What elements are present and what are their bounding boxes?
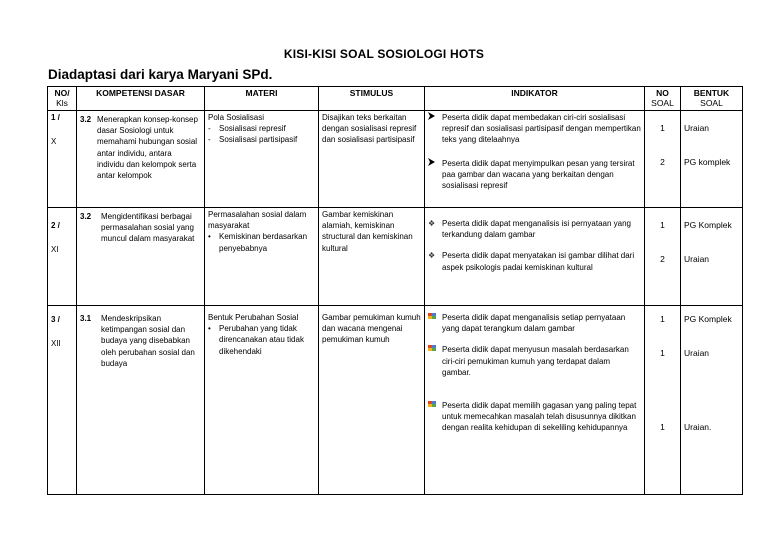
list-item xyxy=(208,231,315,253)
row-class: X xyxy=(51,137,57,146)
table-row xyxy=(48,111,743,208)
soal-number: 1 xyxy=(660,314,665,324)
diamond-icon: ❖ xyxy=(428,251,436,261)
materi-title: Permasalahan sosial dalam masyarakat xyxy=(208,210,307,231)
stimulus-text: Gambar pemukiman kumuh dan wacana mengenai pemukiman kumuh xyxy=(322,313,421,345)
materi-item: Sosialisasi represif xyxy=(219,124,286,134)
flag-icon xyxy=(428,344,442,378)
cell-bentuk-soal xyxy=(681,208,743,306)
indikator-text: Peserta didik dapat menyatakan isi gambar dilihat dari aspek psikologis padai kemiskinan kultural xyxy=(442,251,635,272)
cell-bentuk-soal xyxy=(681,306,743,495)
arrow-icon xyxy=(428,158,442,192)
header-stimulus: STIMULUS xyxy=(319,87,425,111)
indikator-text: Peserta didik dapat menyimpulkan pesan yang tersirat paa gambar dan wacana yang berkaitan dengan sosialisasi represif xyxy=(442,158,635,191)
header-no-soal-line1: NO xyxy=(656,88,669,98)
list-item xyxy=(428,400,641,434)
cell-materi xyxy=(205,208,319,306)
row-number: 3 / xyxy=(51,315,60,324)
cell-indikator xyxy=(425,306,645,495)
header-kompetensi: KOMPETENSI DASAR xyxy=(77,87,205,111)
cell-indikator xyxy=(425,111,645,208)
cell-no-soal xyxy=(645,306,681,495)
header-materi: MATERI xyxy=(205,87,319,111)
bentuk-label: PG Komplek xyxy=(684,314,732,324)
cell-indikator xyxy=(425,208,645,306)
materi-item: Sosialisasi partisipasif xyxy=(219,135,298,145)
bullet-marker: • xyxy=(208,324,211,334)
list-item xyxy=(208,134,315,145)
row-number: 1 / xyxy=(51,113,60,122)
header-no-soal xyxy=(645,87,681,111)
header-indikator: INDIKATOR xyxy=(425,87,645,111)
list-item xyxy=(428,312,641,334)
kd-text: Mendeskripsikan ketimpangan sosial dan budaya yang disebabkan oleh perubahan sosial dan budaya xyxy=(101,314,195,368)
cell-bentuk-soal xyxy=(681,111,743,208)
dash-marker: - xyxy=(208,135,211,145)
header-no-soal-line2: SOAL xyxy=(651,98,674,108)
soal-number: 1 xyxy=(660,422,665,433)
cell-stimulus: Gambar kemiskinan alamiah, kemiskinan structural dan kemiskinan kultural xyxy=(319,208,425,306)
cell-kompetensi xyxy=(77,111,205,208)
header-bentuk-soal xyxy=(681,87,743,111)
bentuk-label: PG komplek xyxy=(684,157,731,168)
kisi-kisi-table xyxy=(47,86,743,495)
materi-title: Pola Sosialisasi xyxy=(208,113,265,122)
row-class: XI xyxy=(51,245,59,254)
bentuk-label: Uraian xyxy=(684,348,710,359)
indikator-text: Peserta didik dapat membedakan ciri-ciri sosialisasi represif dan sosialisasi partisipasif dengan mempertikan teks yang ditelaahnya xyxy=(442,113,641,145)
soal-number: 1 xyxy=(660,348,665,359)
list-item xyxy=(428,158,641,192)
bentuk-label: Uraian. xyxy=(684,422,712,433)
header-no-kls xyxy=(48,87,77,111)
indikator-text: Peserta didik dapat menyusun masalah berdasarkan ciri-ciri pemukiman kumuh yang terdapat dalam gambar. xyxy=(442,345,629,377)
page-subtitle: Diadaptasi dari karya Maryani SPd. xyxy=(48,67,273,82)
flag-icon xyxy=(428,400,442,434)
table-row xyxy=(48,306,743,495)
bentuk-label: PG Komplek xyxy=(684,220,732,230)
list-item xyxy=(428,344,641,378)
list-item xyxy=(428,218,641,240)
kd-text: Menerapkan konsep-konsep dasar Sosiologi untuk memahami hubungan sosial antar individu, antara individu dan kelompok serta antar kelompok xyxy=(97,115,198,181)
header-bentuk-line2: SOAL xyxy=(700,98,723,108)
soal-number: 2 xyxy=(660,157,665,168)
list-item xyxy=(428,112,641,146)
materi-title: Bentuk Perubahan Sosial xyxy=(208,313,299,322)
arrow-icon xyxy=(428,112,442,146)
header-kls-line: Kls xyxy=(56,98,68,108)
list-item xyxy=(428,250,641,272)
header-no-line: NO/ xyxy=(54,88,70,98)
cell-kompetensi xyxy=(77,306,205,495)
cell-materi xyxy=(205,111,319,208)
table-header-row xyxy=(48,87,743,111)
soal-number: 1 xyxy=(660,123,665,133)
kd-code: 3.1 xyxy=(80,314,92,323)
indikator-text: Peserta didik dapat memilih gagasan yang paling tepat untuk memecahkan masalah telah disusunnya dikitkan dengan realita kehidupan di sekeliling kehidupannya xyxy=(442,401,637,433)
cell-materi xyxy=(205,306,319,495)
page-title: KISI-KISI SOAL SOSIOLOGI HOTS xyxy=(283,47,485,61)
kd-code: 3.2 xyxy=(80,115,92,124)
row-number: 2 / xyxy=(51,221,60,230)
cell-stimulus xyxy=(319,306,425,495)
cell-no-kls xyxy=(48,306,77,495)
soal-number: 2 xyxy=(660,254,665,265)
cell-no-soal xyxy=(645,208,681,306)
kd-code: 3.2 xyxy=(80,212,92,221)
indikator-text: Peserta didik dapat menganalisis isi pernyataan yang terkandung dalam gambar xyxy=(442,219,632,240)
table-row xyxy=(48,208,743,306)
bentuk-label: Uraian xyxy=(684,254,710,265)
cell-kompetensi xyxy=(77,208,205,306)
soal-number: 1 xyxy=(660,220,665,230)
diamond-icon: ❖ xyxy=(428,219,436,228)
kd-text: Mengidentifikasi berbagai permasalahan sosial yang muncul dalam masyarakat xyxy=(101,212,195,244)
list-item xyxy=(208,123,315,134)
materi-item: Kemiskinan berdasarkan penyebabnya xyxy=(219,232,308,253)
header-bentuk-line1: BENTUK xyxy=(693,88,730,98)
cell-no-kls xyxy=(48,208,77,306)
materi-item: Perubahan yang tidak direncanakan atau tidak dikehendaki xyxy=(219,324,304,356)
flag-icon xyxy=(428,312,442,334)
dash-marker: - xyxy=(208,124,211,134)
list-item xyxy=(208,323,315,357)
bullet-marker: • xyxy=(208,232,211,242)
cell-stimulus: Disajikan teks berkaitan dengan sosialisasi represif dan sosialisasi partisipasif xyxy=(319,111,425,208)
indikator-text: Peserta didik dapat menganalisis setiap pernyataan yang dapat terangkum dalam gambar xyxy=(442,313,626,334)
cell-no-soal xyxy=(645,111,681,208)
cell-no-kls xyxy=(48,111,77,208)
row-class: XII xyxy=(51,339,61,348)
bentuk-label: Uraian xyxy=(684,123,710,133)
